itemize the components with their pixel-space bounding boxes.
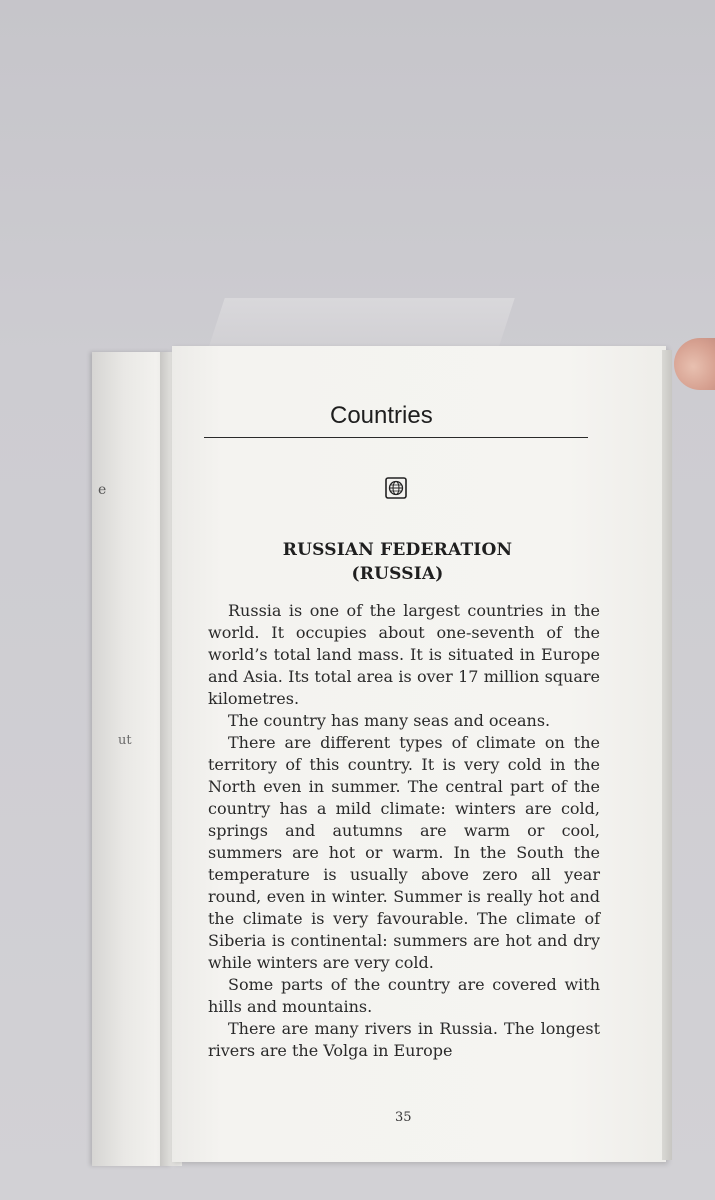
section-heading: RUSSIAN FEDERATION	[282, 540, 513, 560]
left-page-fragment: ut	[118, 733, 132, 748]
section-subheading: (RUSSIA)	[351, 564, 444, 584]
chapter-rule	[204, 437, 588, 438]
page-number: 35	[395, 1110, 412, 1125]
holding-finger	[674, 338, 715, 390]
body-text	[208, 600, 600, 1062]
paragraph-3: There are different types of climate on the territory of this country. It is very cold in the North even in summer. The central part of the country has a mild climate: winters are cold, springs and autumns are warm or cool, summers are hot or warm. In the South the temperature is usually above zero all year round, even in winter. Summer is really hot and the climate is very favourable. The climate of Siberia is continental: summers are hot and dry while winters are very cold.	[208, 733, 600, 972]
paragraph-2: The country has many seas and oceans.	[228, 711, 551, 730]
chapter-title: Countries	[330, 402, 433, 429]
page-edge	[662, 350, 672, 1160]
left-page-mark: e	[98, 482, 107, 498]
paragraph-5: There are many rivers in Russia. The longest rivers are the Volga in Europe	[208, 1019, 600, 1060]
globe-icon	[385, 477, 407, 499]
paragraph-4: Some parts of the country are covered with hills and mountains.	[208, 975, 600, 1016]
paragraph-1: Russia is one of the largest countries in the world. It occupies about one-seventh of the world’s total land mass. It is situated in Europe and Asia. Its total area is over 17 million square kilometres.	[208, 601, 600, 708]
